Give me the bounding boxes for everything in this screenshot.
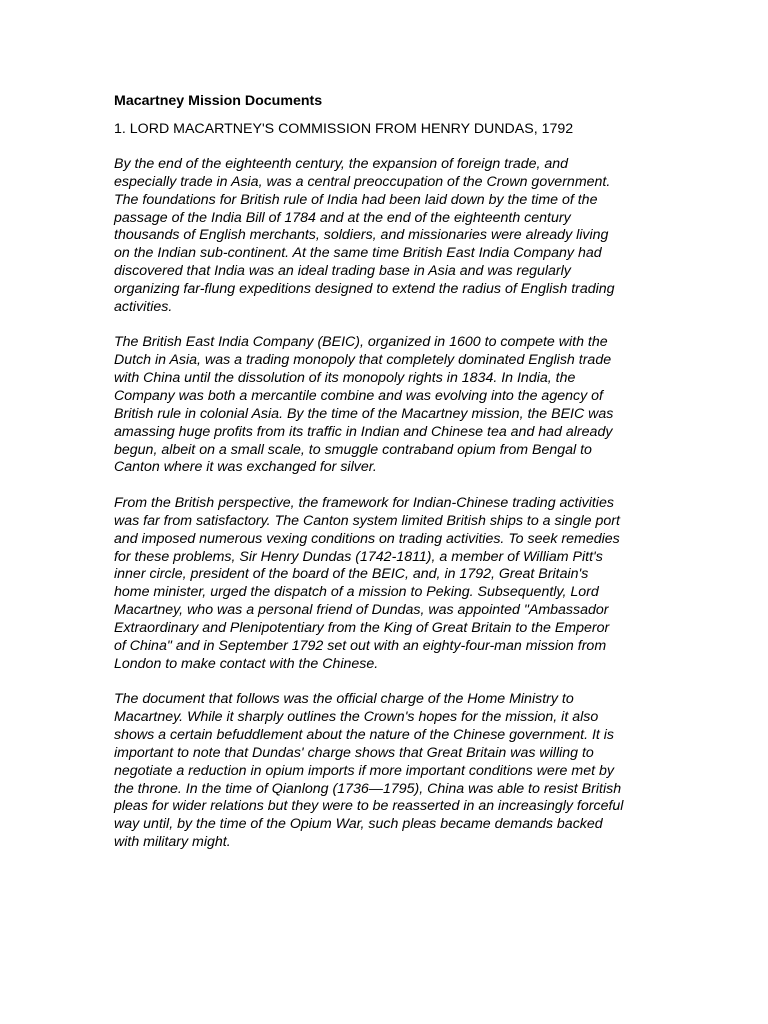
text-line: The foundations for British rule of India had been laid down by the time of the	[114, 191, 598, 208]
text-line: Dutch in Asia, was a trading monopoly that completely dominated English trade	[114, 352, 612, 369]
text-line: of China" and in September 1792 set out with an eighty-four-man mission from	[114, 637, 607, 654]
text-line: with military might.	[114, 834, 231, 851]
paragraph-1	[114, 156, 659, 317]
text-line: amassing huge profits from its traffic in Indian and Chinese tea and had already	[114, 423, 613, 440]
text-line: and imposed numerous vexing conditions on trading activities. To seek remedies	[114, 530, 620, 547]
text-line: By the end of the eighteenth century, the expansion of foreign trade, and	[114, 156, 569, 172]
text-line: Macartney, who was a personal friend of Dundas, was appointed "Ambassador	[114, 602, 609, 619]
paragraph-2	[114, 334, 659, 477]
text-line: Canton where it was exchanged for silver.	[114, 459, 377, 476]
text-line: Company was both a mercantile combine and was evolving into the agency of	[114, 387, 603, 404]
text-line: way until, by the time of the Opium War, such pleas became demands backed	[114, 816, 603, 833]
text-line: From the British perspective, the framework for Indian-Chinese trading activities	[114, 495, 614, 512]
text-line: Macartney. While it sharply outlines the Crown's hopes for the mission, it also	[114, 709, 599, 726]
text-line: begun, albeit on a small scale, to smuggle contraband opium from Bengal to	[114, 441, 592, 458]
text-line: was far from satisfactory. The Canton system limited British ships to a single port	[114, 512, 620, 529]
text-line: The document that follows was the official charge of the Home Ministry to	[114, 691, 574, 708]
text-line: thousands of English merchants, soldiers, and missionaries were already living	[114, 227, 609, 244]
text-line: important to note that Dundas' charge shows that Great Britain was willing to	[114, 744, 594, 761]
text-line: on the Indian sub-continent. At the same time British East India Company had	[114, 245, 602, 262]
text-line: with China until the dissolution of its monopoly rights in 1834. In India, the	[114, 370, 576, 387]
text-line: inner circle, president of the board of the BEIC, and, in 1792, Great Britain's	[114, 566, 589, 583]
text-line: for these problems, Sir Henry Dundas (1742-1811), a member of William Pitt's	[114, 548, 603, 565]
text-line: The British East India Company (BEIC), organized in 1600 to compete with the	[114, 334, 608, 351]
text-line: Extraordinary and Plenipotentiary from the King of Great Britain to the Emperor	[114, 619, 610, 636]
text-line: British rule in colonial Asia. By the time of the Macartney mission, the BEIC was	[114, 405, 614, 422]
text-line: shows a certain befuddlement about the nature of the Chinese government. It is	[114, 727, 615, 743]
paragraph-3	[114, 495, 659, 673]
text-line: London to make contact with the Chinese.	[114, 655, 379, 672]
text-line: discovered that India was an ideal trading base in Asia and was regularly	[114, 263, 571, 280]
text-line: the throne. In the time of Qianlong (1736—1795), China was able to resist British	[114, 780, 622, 797]
paragraph-4	[114, 691, 659, 852]
text-line: organizing far-flung expeditions designed to extend the radius of English trading	[114, 280, 615, 297]
text-line: negotiate a reduction in opium imports if more important conditions were met by	[114, 762, 614, 779]
text-line: pleas for wider relations but they were to be reasserted in an increasingly forceful	[114, 798, 624, 815]
text-line: activities.	[114, 298, 173, 315]
document-title: Macartney Mission Documents	[114, 93, 323, 109]
section-heading: 1. LORD MACARTNEY'S COMMISSION FROM HENRY DUNDAS, 1792	[114, 121, 574, 137]
text-line: home minister, urged the dispatch of a mission to Peking. Subsequently, Lord	[114, 584, 599, 601]
document-body	[114, 92, 659, 870]
text-line: passage of the India Bill of 1784 and at the end of the eighteenth century	[114, 209, 571, 226]
text-line: especially trade in Asia, was a central preoccupation of the Crown government.	[114, 173, 611, 190]
